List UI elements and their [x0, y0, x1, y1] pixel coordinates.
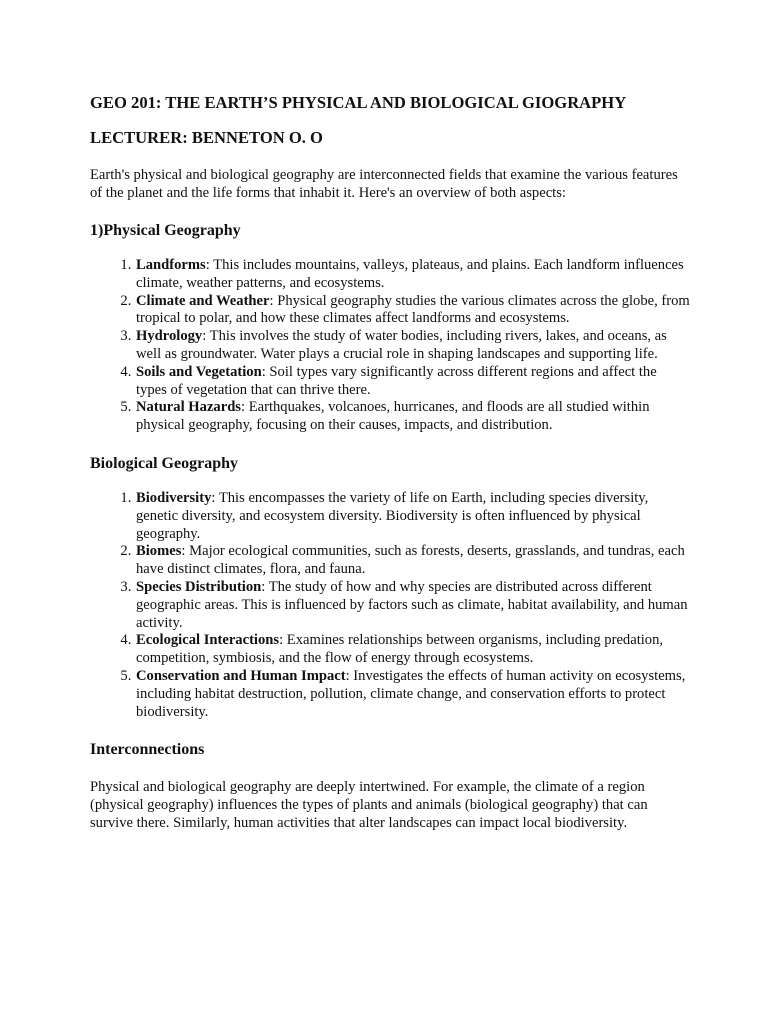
list-item	[135, 668, 690, 721]
document-page	[90, 92, 690, 832]
item-text: : This encompasses the variety of life on Earth, including species diversity, genetic diversity, and ecosystem diversity. Biodiversity is often influenced by physical geography.	[136, 489, 649, 542]
item-term: Ecological Interactions	[136, 632, 280, 649]
interconnections-paragraph: Physical and biological geography are deeply intertwined. For example, the climate of a region (physical geography) influences the types of plants and animals (biological geography) that can survive there. Similarly, human activities that alter landscapes can impact local biodiversity.	[90, 779, 648, 832]
item-term: Biodiversity	[136, 489, 212, 506]
list-item	[135, 490, 690, 543]
item-text: : Examines relationships between organisms, including predation, competition, symbiosis, and the flow of energy through ecosystems.	[136, 632, 664, 667]
list-item	[135, 364, 690, 400]
item-text: : Physical geography studies the various climates across the globe, from tropical to polar, and how these climates affect landforms and ecosystems.	[136, 292, 690, 327]
document-title: GEO 201: THE EARTH’S PHYSICAL AND BIOLOGICAL GIOGRAPHY	[90, 93, 627, 112]
item-term: Soils and Vegetation	[136, 363, 262, 380]
biological-geography-list	[90, 490, 690, 721]
item-term: Landforms	[136, 257, 206, 273]
item-text: : Earthquakes, volcanoes, hurricanes, and floods are all studied within physical geography, focusing on their causes, impacts, and distribution.	[136, 399, 650, 434]
list-item	[135, 543, 690, 579]
item-text: : Soil types vary significantly across different regions and affect the types of vegetation that can thrive there.	[136, 363, 657, 398]
item-text: : Investigates the effects of human activity on ecosystems, including habitat destruction, pollution, climate change, and conservation efforts to protect biodiversity.	[136, 667, 686, 720]
item-text: : Major ecological communities, such as forests, deserts, grasslands, and tundras, each have distinct climates, flora, and fauna.	[136, 543, 685, 578]
item-term: Hydrology	[136, 328, 203, 345]
biological-geography-heading: Biological Geography	[90, 454, 238, 472]
intro-paragraph: Earth's physical and biological geography are interconnected fields that examine the various features of the planet and the life forms that inhabit it. Here's an overview of both aspects:	[90, 167, 678, 201]
lecturer-heading: LECTURER: BENNETON O. O	[90, 128, 323, 147]
interconnections-heading: Interconnections	[90, 741, 205, 759]
item-term: Conservation and Human Impact	[136, 667, 346, 684]
list-item	[135, 293, 690, 329]
item-term: Biomes	[136, 543, 182, 560]
item-term: Species Distribution	[136, 578, 262, 595]
item-text: : The study of how and why species are distributed across different geographic areas. This is influenced by factors such as climate, habitat availability, and human activity.	[136, 578, 688, 631]
physical-geography-list	[90, 257, 690, 435]
item-text: : This involves the study of water bodies, including rivers, lakes, and oceans, as well as groundwater. Water plays a crucial role in shaping landscapes and supporting life.	[136, 328, 667, 362]
list-item	[135, 257, 690, 293]
list-item	[135, 328, 690, 364]
list-item	[135, 632, 690, 668]
physical-geography-heading: 1)Physical Geography	[90, 222, 241, 239]
list-item	[135, 399, 690, 435]
item-term: Climate and Weather	[136, 292, 270, 309]
list-item	[135, 579, 690, 632]
item-text: : This includes mountains, valleys, plateaus, and plains. Each landform influences climate, weather patterns, and ecosystems.	[136, 257, 684, 291]
item-term: Natural Hazards	[136, 399, 241, 416]
